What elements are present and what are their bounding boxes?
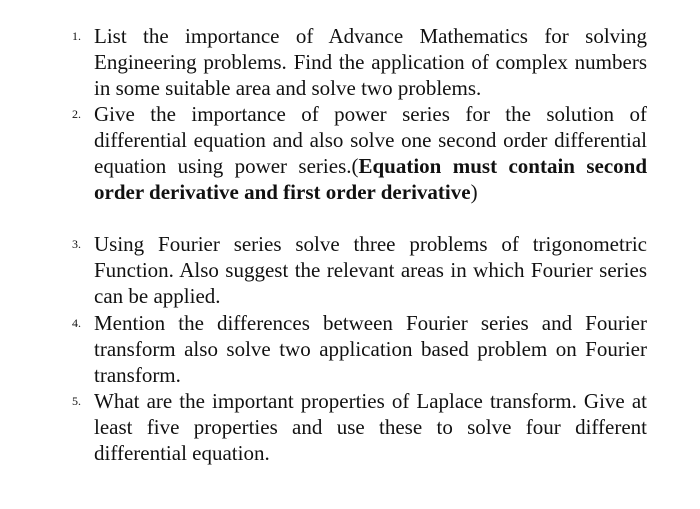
question-text: List the importance of Advance Mathematics for solving Engineering problems. Find the application of complex numbers in some suitable area and solve two problems. bbox=[94, 24, 647, 100]
question-text-end: ) bbox=[470, 180, 478, 204]
question-text: Using Fourier series solve three problems of trigonometric Function. Also suggest the relevant areas in which Fourier series can be applied. bbox=[94, 232, 647, 308]
question-text: Give the importance of power series for the solution of differential equation and also solve one second order differential equation using power series.( bbox=[94, 102, 647, 178]
question-emphasis: Equation must contain second order derivative and first order derivative bbox=[94, 154, 647, 204]
question-number: 5. bbox=[72, 394, 81, 408]
question-number: 4. bbox=[72, 316, 81, 330]
question-4 bbox=[72, 310, 647, 388]
question-5 bbox=[72, 388, 647, 466]
question-1 bbox=[72, 23, 647, 101]
question-2 bbox=[72, 101, 647, 205]
question-number: 3. bbox=[72, 237, 81, 251]
question-text: What are the important properties of Laplace transform. Give at least five properties and use these to solve four different differential equation. bbox=[94, 389, 647, 465]
question-text: Mention the differences between Fourier series and Fourier transform also solve two application based problem on Fourier transform. bbox=[94, 311, 647, 387]
question-number: 1. bbox=[72, 29, 81, 43]
question-3 bbox=[72, 231, 647, 309]
question-number: 2. bbox=[72, 107, 81, 121]
